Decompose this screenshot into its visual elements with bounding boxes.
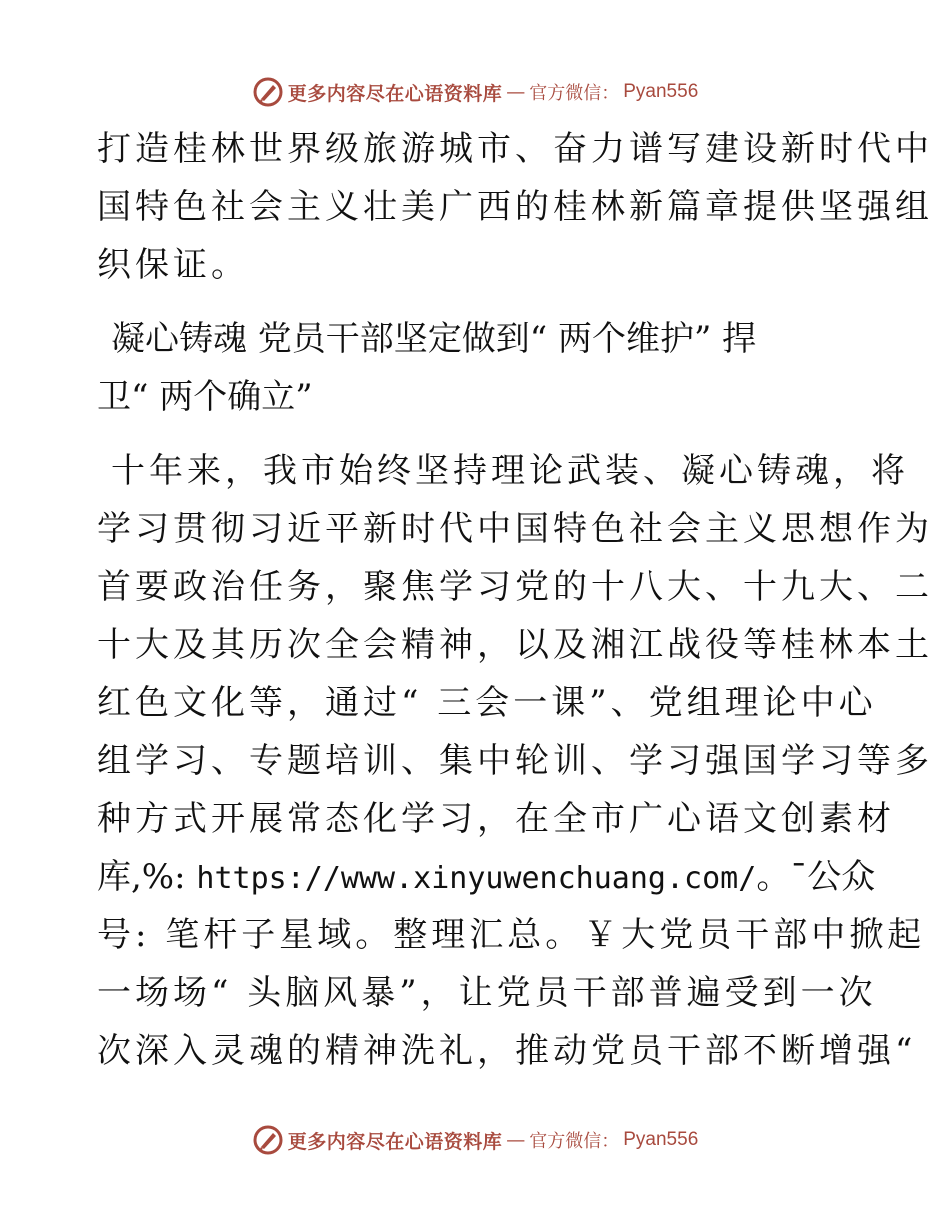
pen-logo-icon xyxy=(252,1124,284,1156)
paragraph-line: 首要政治任务，聚焦学习党的十八大、十九大、二 xyxy=(97,567,933,607)
document-body xyxy=(97,120,933,1080)
paragraph-line: 国特色社会主义壮美广西的桂林新篇章提供坚强组 xyxy=(97,187,933,227)
url-suffix: 。¯公众 xyxy=(756,857,876,897)
banner-text: 更多内容尽在心语资料库 xyxy=(287,1130,503,1153)
banner-text: 更多内容尽在心语资料库 xyxy=(287,82,503,105)
paragraph-line: 打造桂林世界级旅游城市、奋力谱写建设新时代中 xyxy=(97,129,933,169)
banner-dash: — xyxy=(506,81,526,103)
url-link[interactable]: https://www.xinyuwenchuang.com/ xyxy=(196,861,757,896)
paragraph-line: 种方式开展常态化学习，在全市广心语文创素材 xyxy=(97,799,895,839)
paragraph-line: 次深入灵魂的精神洗礼，推动党员干部不断增强“ xyxy=(97,1031,917,1071)
banner-wechat-id: Pyan556 xyxy=(623,1129,699,1150)
banner-wechat-label: 官方微信： xyxy=(529,83,620,104)
url-line xyxy=(97,848,876,906)
paragraph-line: 织保证。 xyxy=(97,245,249,285)
banner-wechat-label: 官方微信： xyxy=(529,1131,620,1152)
banner-wechat-id: Pyan556 xyxy=(623,81,699,102)
paragraph-line: 红色文化等，通过“ 三会一课”、党组理论中心 xyxy=(97,683,877,723)
paragraph-line: 学习贯彻习近平新时代中国特色社会主义思想作为 xyxy=(97,509,933,549)
pen-logo-icon xyxy=(252,76,284,108)
paragraph-line: 十年来，我市始终坚持理论武装、凝心铸魂，将 xyxy=(111,451,909,491)
banner-dash: — xyxy=(506,1129,526,1151)
url-prefix: 库,%: xyxy=(97,857,197,897)
paragraph-line: 号: 笔杆子星域。整理汇总。￥大党员干部中掀起 xyxy=(97,915,926,955)
footer-banner xyxy=(0,1120,950,1160)
paragraph-line: 十大及其历次全会精神，以及湘江战役等桂林本土 xyxy=(97,625,933,665)
paragraph-line: 组学习、专题培训、集中轮训、学习强国学习等多 xyxy=(97,741,933,781)
section-heading-line: 卫“ 两个确立” xyxy=(97,377,313,417)
header-banner xyxy=(0,72,950,112)
paragraph-line: 一场场“ 头脑风暴”，让党员干部普遍受到一次 xyxy=(97,973,877,1013)
section-heading-line: 凝心铸魂 党员干部坚定做到“ 两个维护” 捍 xyxy=(111,319,757,359)
